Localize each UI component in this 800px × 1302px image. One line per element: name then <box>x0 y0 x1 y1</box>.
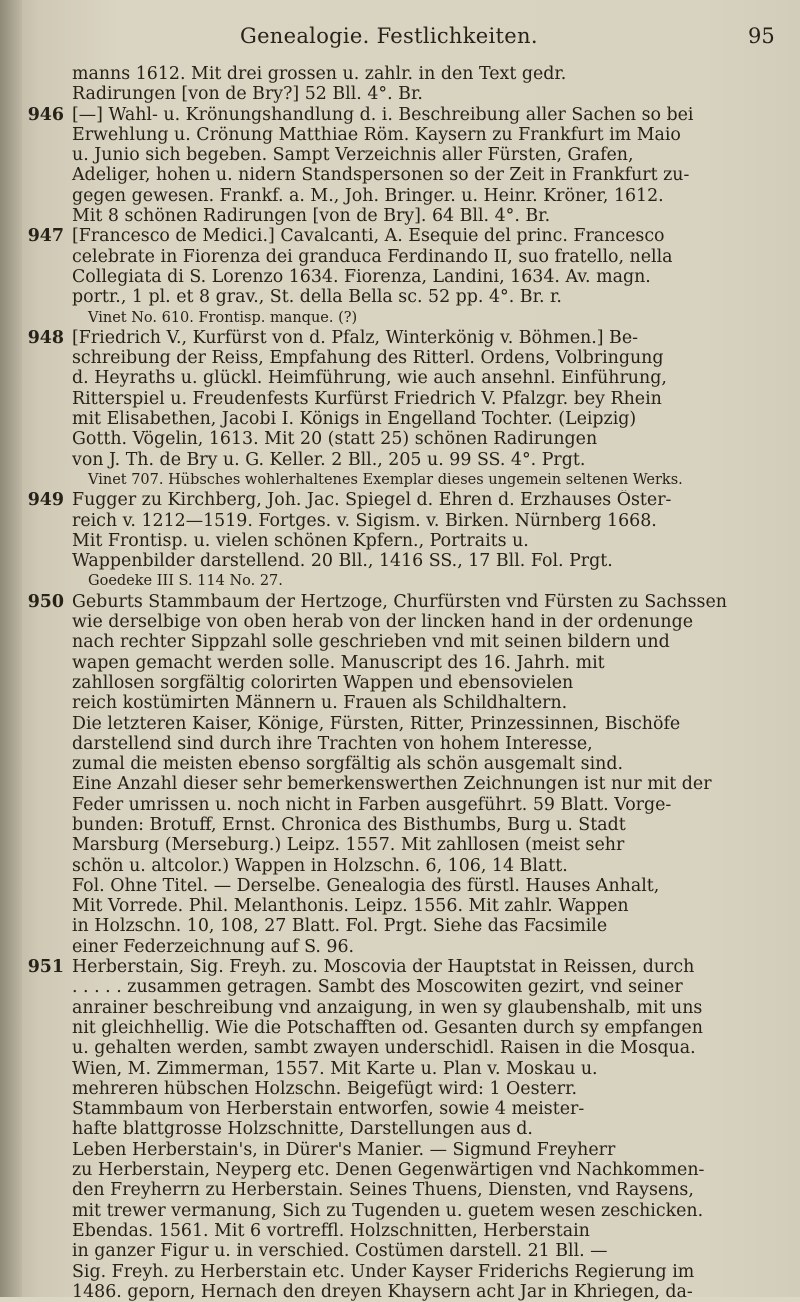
line-text: mehreren hübschen Holzschn. Beigefügt wird: 1 Oesterr. <box>72 1078 578 1099</box>
text-line <box>20 937 790 957</box>
line-text: reich kostümirten Männern u. Frauen als Schildhaltern. <box>72 693 568 714</box>
text-line <box>20 308 790 328</box>
line-text: wie derselbige von oben herab von der lincken hand in der ordenunge <box>72 612 694 633</box>
text-line <box>20 287 790 307</box>
line-text: [Francesco de Medici.] Cavalcanti, A. Esequie del princ. Francesco <box>72 226 665 247</box>
line-text: Mit Vorrede. Phil. Melanthonis. Leipz. 1556. Mit zahlr. Wappen <box>72 896 629 917</box>
entry-first-line <box>20 226 790 246</box>
line-text: Stammbaum von Herberstain entworfen, sowie 4 meister- <box>72 1099 585 1120</box>
line-text: zu Herberstain, Neyperg etc. Denen Gegenwärtigen vnd Nachkommen- <box>72 1160 705 1181</box>
text-line <box>20 511 790 531</box>
entry-number: 947 <box>27 226 64 247</box>
line-text: den Freyherrn zu Herberstain. Seines Thuens, Diensten, vnd Raysens, <box>72 1180 694 1201</box>
text-line <box>20 673 790 693</box>
line-text: Fugger zu Kirchberg, Joh. Jac. Spiegel d. Ehren d. Erzhauses Öster- <box>72 490 672 511</box>
text-line <box>20 165 790 185</box>
line-text: zahllosen sorgfältig colorirten Wappen und ebensovielen <box>72 672 574 693</box>
line-text: Geburts Stammbaum der Hertzoge, Churfürsten vnd Fürsten zu Sachssen <box>72 591 727 612</box>
text-line <box>20 348 790 368</box>
text-line <box>20 1018 790 1038</box>
line-text: in Holzschn. 10, 108, 27 Blatt. Fol. Prgt. Siehe das Facsimile <box>72 916 608 937</box>
text-line <box>20 84 790 104</box>
text-line <box>20 1038 790 1058</box>
line-text: Adeliger, hohen u. nidern Standspersonen so der Zeit in Frankfurt zu- <box>72 165 690 186</box>
line-text: schön u. altcolor.) Wappen in Holzschn. 6, 106, 14 Blatt. <box>72 855 568 876</box>
text-line <box>20 368 790 388</box>
catalog-entries <box>20 64 790 1302</box>
entry-number: 951 <box>27 957 64 978</box>
entry-number: 946 <box>27 104 64 125</box>
line-text: nit gleichhellig. Wie die Potschafften od. Gesanten durch sy empfangen <box>72 1017 703 1038</box>
text-line <box>20 774 790 794</box>
line-text: Sig. Freyh. zu Herberstain etc. Under Kayser Friderichs Regierung im <box>72 1261 695 1282</box>
entry-first-line <box>20 105 790 125</box>
line-text: Fol. Ohne Titel. — Derselbe. Genealogia des fürstl. Hauses Anhalt, <box>72 875 660 896</box>
text-line <box>20 551 790 571</box>
text-line <box>20 1160 790 1180</box>
line-text: Eine Anzahl dieser sehr bemerkenswerthen Zeichnungen ist nur mit der <box>72 774 712 795</box>
text-line <box>20 835 790 855</box>
line-text: Mit 8 schönen Radirungen [von de Bry]. 64 Bll. 4°. Br. <box>72 206 551 227</box>
text-line <box>20 450 790 470</box>
text-line <box>20 1119 790 1139</box>
line-text: Vinet 707. Hübsches wohlerhaltenes Exemplar dieses ungemein seltenen Werks. <box>88 471 683 488</box>
page-header <box>0 18 800 58</box>
line-text: Feder umrissen u. noch nicht in Farben ausgeführt. 59 Blatt. Vorge- <box>72 794 672 815</box>
line-text: Leben Herberstain's, in Dürer's Manier. — Sigmund Freyherr <box>72 1139 616 1160</box>
line-text: Ritterspiel u. Freudenfests Kurfürst Friedrich V. Pfalzgr. bey Rhein <box>72 388 662 409</box>
line-text: u. Junio sich begeben. Sampt Verzeichnis aller Fürsten, Grafen, <box>72 145 634 166</box>
text-line <box>20 1282 790 1302</box>
text-line <box>20 977 790 997</box>
text-line <box>20 409 790 429</box>
text-line <box>20 1079 790 1099</box>
entry-first-line <box>20 328 790 348</box>
text-line <box>20 267 790 287</box>
line-text: Wien, M. Zimmerman, 1557. Mit Karte u. Plan v. Moskau u. <box>72 1058 598 1079</box>
text-line <box>20 653 790 673</box>
line-text: in ganzer Figur u. in verschied. Costümen darstell. 21 Bll. — <box>72 1241 608 1262</box>
entry-first-line <box>20 592 790 612</box>
running-title: Genealogie. Festlichkeiten. <box>240 24 538 48</box>
text-line <box>20 734 790 754</box>
line-text: mit Elisabethen, Jacobi I. Königs in Engelland Tochter. (Leipzig) <box>72 409 637 430</box>
text-line <box>20 1262 790 1282</box>
line-text: Vinet No. 610. Frontisp. manque. (?) <box>88 309 358 326</box>
text-line <box>20 693 790 713</box>
text-line <box>20 1221 790 1241</box>
line-text: Herberstain, Sig. Freyh. zu. Moscovia der Hauptstat in Reissen, durch <box>72 957 695 978</box>
text-line <box>20 531 790 551</box>
entry-number: 949 <box>27 490 64 511</box>
text-line <box>20 145 790 165</box>
line-text: Collegiata di S. Lorenzo 1634. Fiorenza, Landini, 1634. Av. magn. <box>72 266 651 287</box>
line-text: gegen gewesen. Frankf. a. M., Joh. Bringer. u. Heinr. Kröner, 1612. <box>72 185 664 206</box>
line-text: [Friedrich V., Kurfürst von d. Pfalz, Winterkönig v. Böhmen.] Be- <box>72 327 638 348</box>
text-line <box>20 389 790 409</box>
entry-number: 948 <box>27 327 64 348</box>
line-text: Gotth. Vögelin, 1613. Mit 20 (statt 25) schönen Radirungen <box>72 429 598 450</box>
text-line <box>20 612 790 632</box>
line-text: Erwehlung u. Crönung Matthiae Röm. Kaysern zu Frankfurt im Maio <box>72 124 681 145</box>
line-text: schreibung der Reiss, Empfahung des Ritterl. Ordens, Volbringung <box>72 348 664 369</box>
text-line <box>20 1180 790 1200</box>
text-line <box>20 916 790 936</box>
text-line <box>20 632 790 652</box>
line-text: von J. Th. de Bry u. G. Keller. 2 Bll., 205 u. 99 SS. 4°. Prgt. <box>72 449 586 470</box>
line-text: Ebendas. 1561. Mit 6 vortreffl. Holzschnitten, Herberstain <box>72 1220 590 1241</box>
text-line <box>20 998 790 1018</box>
text-line <box>20 1201 790 1221</box>
text-line <box>20 247 790 267</box>
line-text: u. gehalten werden, sambt zwayen underschidl. Raisen in die Mosqua. <box>72 1038 696 1059</box>
text-line <box>20 125 790 145</box>
line-text: manns 1612. Mit drei grossen u. zahlr. in den Text gedr. <box>72 64 567 84</box>
text-line <box>20 856 790 876</box>
text-line <box>20 795 790 815</box>
line-text: reich v. 1212—1519. Fortges. v. Sigism. v. Birken. Nürnberg 1668. <box>72 510 657 531</box>
text-line <box>20 896 790 916</box>
text-line <box>20 876 790 896</box>
line-text: portr., 1 pl. et 8 grav., St. della Bella sc. 52 pp. 4°. Br. r. <box>72 287 562 308</box>
line-text: hafte blattgrosse Holzschnitte, Darstellungen aus d. <box>72 1119 533 1140</box>
line-text: Wappenbilder darstellend. 20 Bll., 1416 SS., 17 Bll. Fol. Prgt. <box>72 551 613 572</box>
line-text: nach rechter Sippzahl solle geschrieben vnd mit seinen bildern und <box>72 632 670 653</box>
line-text: anrainer beschreibung vnd anzaigung, in wen sy glaubenshalb, mit uns <box>72 997 703 1018</box>
line-text: Radirungen [von de Bry?] 52 Bll. 4°. Br. <box>72 84 423 105</box>
text-line <box>20 429 790 449</box>
entry-first-line <box>20 490 790 510</box>
line-text: Die letzteren Kaiser, Könige, Fürsten, Ritter, Prinzessinnen, Bischöfe <box>72 713 681 734</box>
line-text: Goedeke III S. 114 No. 27. <box>88 573 283 590</box>
page-edge <box>0 0 22 1297</box>
line-text: bunden: Brotuff, Ernst. Chronica des Bisthumbs, Burg u. Stadt <box>72 814 626 835</box>
line-text: Marsburg (Merseburg.) Leipz. 1557. Mit zahllosen (meist sehr <box>72 835 625 856</box>
line-text: mit trewer vermanung, Sich zu Tugenden u. guetem wesen zeschicken. <box>72 1200 704 1221</box>
page-number: 95 <box>748 24 775 48</box>
entry-number: 950 <box>27 591 64 612</box>
text-line <box>20 754 790 774</box>
line-text: Mit Frontisp. u. vielen schönen Kpfern., Portraits u. <box>72 530 529 551</box>
text-line <box>20 1099 790 1119</box>
entry-first-line <box>20 957 790 977</box>
text-line <box>20 1241 790 1261</box>
text-line <box>20 1140 790 1160</box>
text-line <box>20 1059 790 1079</box>
text-line <box>20 64 790 84</box>
text-line <box>20 815 790 835</box>
text-line <box>20 206 790 226</box>
line-text: [—] Wahl- u. Krönungshandlung d. i. Beschreibung aller Sachen so bei <box>72 104 694 125</box>
line-text: zumal die meisten ebenso sorgfältig als schön ausgemalt sind. <box>72 754 624 775</box>
line-text: celebrate in Fiorenza dei granduca Ferdinando II, suo fratello, nella <box>72 246 673 267</box>
line-text: d. Heyraths u. glückl. Heimführung, wie auch ansehnl. Einführung, <box>72 368 667 389</box>
line-text: 1486. geporn, Hernach den dreyen Khaysern acht Jar in Khriegen, da- <box>72 1281 693 1302</box>
line-text: darstellend sind durch ihre Trachten von hohem Interesse, <box>72 733 593 754</box>
line-text: . . . . . zusammen getragen. Sambt des Moscowiten gezirt, vnd seiner <box>72 977 683 998</box>
text-line <box>20 714 790 734</box>
text-line <box>20 186 790 206</box>
line-text: wapen gemacht werden solle. Manuscript des 16. Jahrh. mit <box>72 652 605 673</box>
text-line <box>20 571 790 591</box>
text-line <box>20 470 790 490</box>
line-text: einer Federzeichnung auf S. 96. <box>72 936 355 957</box>
